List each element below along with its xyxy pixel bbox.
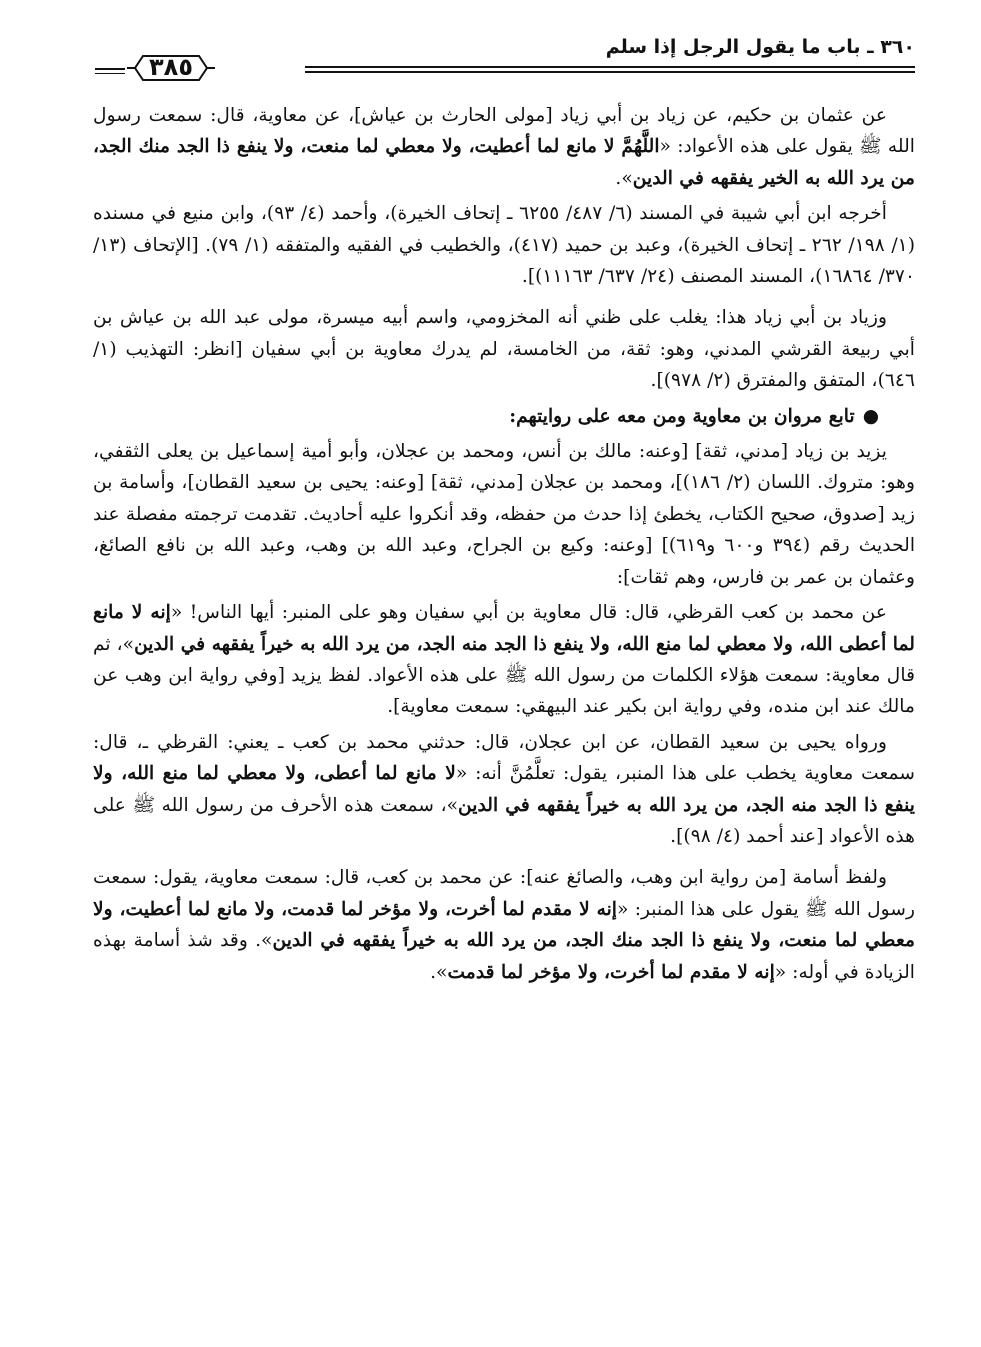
paragraph-text: وزياد بن أبي زياد هذا: يغلب على ظني أنه المخزومي، واسم أبيه ميسرة، مولى عبد الله بن عياش بن أبي ربيعة القرشي المدني، وهو: ثقة، من الخامسة، لم يدرك معاوية بن أبي سفيان [انظر: التهذيب (١/ ٦٤٦)، المتفق والمفترق (٢/ ٩٧٨)]. [93, 307, 915, 392]
header-rule [305, 71, 915, 73]
paragraph-text: ورواه يحيى بن سعيد القطان، عن ابن عجلان، قال: حدثني محمد بن كعب ـ يعني: القرظي ـ، قال: سمعت معاوية يخطب على هذا المنبر، يقول: تعلَّمُنَّ أنه: « [93, 731, 915, 785]
paragraph-text: ». [615, 167, 633, 189]
paragraph-text: عن عثمان بن حكيم، عن زياد بن أبي زياد [مولى الحارث بن عياش]، عن معاوية، قال: سمعت رسول الله ﷺ يقول على هذه الأعواد: « [93, 105, 915, 158]
paragraph [93, 862, 915, 988]
running-title: ٣٦٠ ـ باب ما يقول الرجل إذا سلم [605, 36, 915, 58]
paragraph [93, 302, 915, 396]
bullet-icon: ● [862, 404, 879, 427]
page-number: ٣٨٥ [149, 53, 193, 81]
page-number-frame [125, 51, 217, 85]
hadith-text: إنه لا مقدم لما أخرت، ولا مؤخر لما قدمت، ولا مانع لما أعطيت، ولا معطي لما منعت، ولا ينفع ذا الجد منك الجد، من يرد الله به خيراً يفقهه في الدين [93, 897, 915, 952]
page-body [93, 100, 915, 992]
hadith-text: لا مانع لما أعطى، ولا معطي لما منع الله، ولا ينفع ذا الجد منه الجد، من يرد الله به خيراً يفقهه في الدين [93, 762, 915, 816]
hadith-text: اللَّهُمَّ لا مانع لما أعطيت، ولا معطي لما منعت، ولا ينفع ذا الجد منك الجد، من يرد الله به الخير يفقهه في الدين [93, 135, 915, 189]
page-header [95, 30, 915, 90]
paragraph [93, 100, 915, 194]
paragraph-text: »، سمعت هذه الأحرف من رسول الله ﷺ على هذه الأعواد [عند أحمد (٤/ ٩٨)]. [93, 794, 915, 847]
paragraph-text: عن محمد بن كعب القرظي، قال: قال معاوية بن أبي سفيان وهو على المنبر: أيها الناس! « [170, 602, 888, 624]
hadith-text: إنه لا مانع لما أعطى الله، ولا معطي لما منع الله، ولا ينفع ذا الجد منه الجد، من يرد الله به خيراً يفقهه في الدين [93, 601, 916, 655]
paragraph-text: ». [430, 961, 448, 983]
header-rule-left [95, 68, 125, 70]
paragraph [93, 198, 915, 292]
paragraph-text: ولفظ أسامة [من رواية ابن وهب، والصائغ عنه]: عن محمد بن كعب، قال: سمعت معاوية، يقول: سمعت رسول الله ﷺ يقول على هذا المنبر: « [93, 867, 916, 920]
paragraph [93, 597, 915, 723]
paragraph-text: يزيد بن زياد [مدني، ثقة] [وعنه: مالك بن أنس، ومحمد بن عجلان، وأبو أمية إسماعيل بن يعلى الثقفي، وهو: متروك. اللسان (٢/ ١٨٦)]، ومحمد بن عجلان [مدني، ثقة] [وعنه: يحيى بن سعيد القطان]، وأسامة بن زيد [صدوق، صحيح الكتاب، يخطئ إذا حدث من حفظه، وقد أنكروا عليه أحاديث. تقدمت ترجمته مفصلة عند الحديث رقم (٣٩٤ و٦٠٠ و٦١٩)] [وعنه: وكيع بن الجراح، وعبد الله بن وهب، وعبد الله بن نافع الصائغ، وعثمان بن عمر بن فارس، وهم ثقات]: [93, 441, 916, 588]
paragraph [93, 727, 915, 853]
paragraph [93, 436, 915, 593]
paragraph-text: أخرجه ابن أبي شيبة في المسند (٦/ ٤٨٧/ ٦٢٥٥ ـ إتحاف الخيرة)، وأحمد (٤/ ٩٣)، وابن منيع في مسنده (١/ ١٩٨/ ٢٦٢ ـ إتحاف الخيرة)، وعبد بن حميد (٤١٧)، والخطيب في الفقيه والمتفقه (١/ ٧٩). [الإتحاف (١٣/ ٣٧٠/ ١٦٨٦٤)، المسند المصنف (٢٤/ ٦٣٧/ ١١١٦٣)]. [93, 203, 916, 288]
paragraph-text: »، ثم قال معاوية: سمعت هؤلاء الكلمات من رسول الله ﷺ على هذه الأعواد. لفظ يزيد [وفي رواية ابن وهب عن مالك عند ابن منده، وفي رواية ابن بكير عند البيهقي: سمعت معاوية]. [93, 633, 915, 718]
hadith-text: إنه لا مقدم لما أخرت، ولا مؤخر لما قدمت [447, 960, 775, 983]
paragraph-text: ». وقد شذ أسامة بهذه الزيادة في أوله: « [93, 930, 915, 983]
section-heading [93, 401, 915, 432]
hadith-text: تابع مروان بن معاوية ومن معه على روايتهم: [509, 404, 855, 427]
header-rule-left [95, 73, 125, 74]
header-rule [305, 66, 915, 68]
